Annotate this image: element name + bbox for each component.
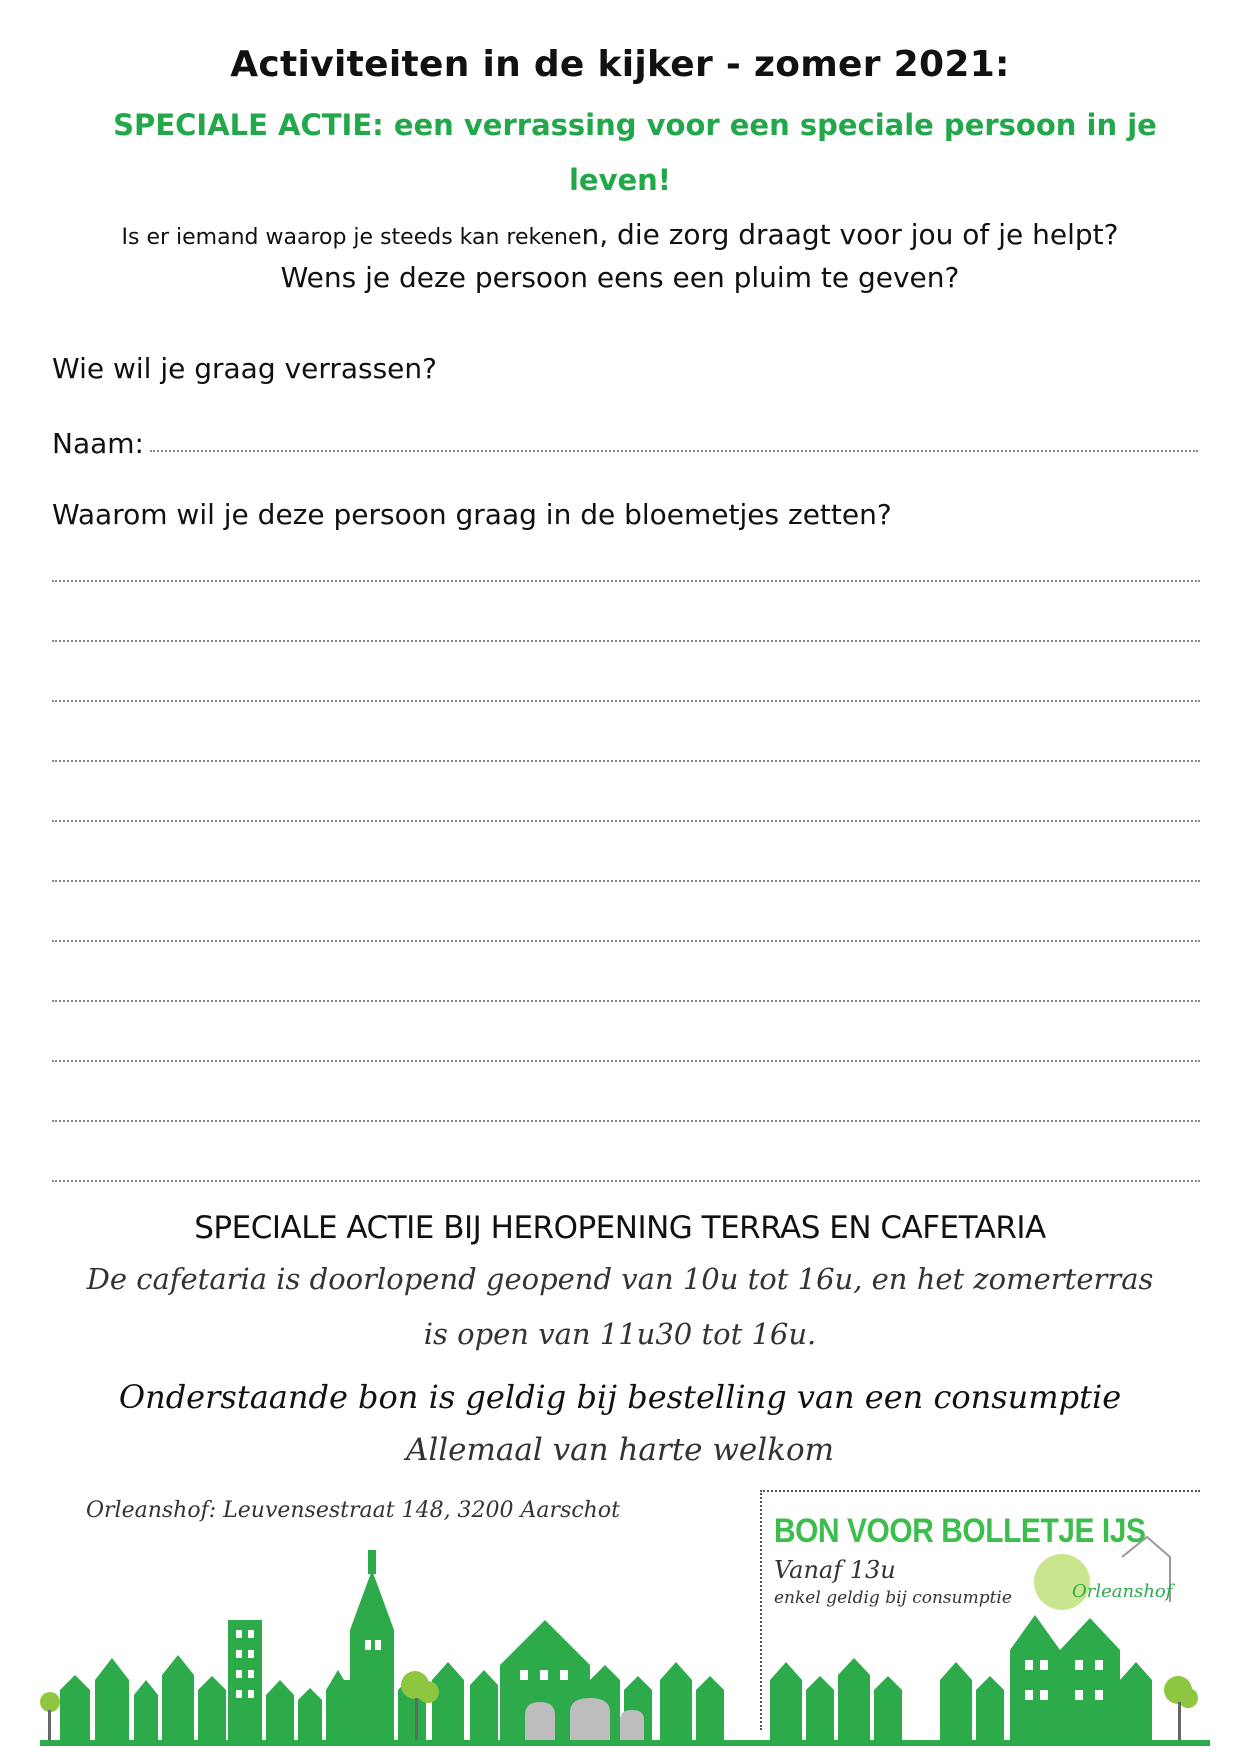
special-action-heading-cont: leven! [568,163,672,197]
special-action-heading: SPECIALE ACTIE: een verrassing voor een speciale persoon in je [113,108,1157,142]
voucher-time: Vanaf 13u [774,1556,896,1584]
answer-line[interactable] [52,760,1200,762]
question-why: Waarom wil je deze persoon graag in de bloemetjes zetten? [52,498,892,531]
answer-line[interactable] [52,640,1200,642]
page-title: Activiteiten in de kijker - zomer 2021: [230,44,1010,85]
opening-hours-line-1: De cafetaria is doorlopend geopend van 10u tot 16u, en het zomerterras [86,1262,1154,1296]
answer-line[interactable] [52,1060,1200,1062]
naam-label: Naam: [52,427,144,460]
answer-line[interactable] [52,1120,1200,1122]
ice-cream-voucher [760,1490,1200,1730]
answer-line[interactable] [52,940,1200,942]
intro-line-2: Wens je deze persoon eens een pluim te geven? [280,261,960,294]
logo-text: Orleanshof [1072,1581,1173,1602]
answer-line[interactable] [52,580,1200,582]
answer-line[interactable] [52,1180,1200,1182]
orleanshof-logo [1012,1522,1182,1622]
answer-line[interactable] [52,1000,1200,1002]
voucher-info: Onderstaande bon is geldig bij bestelling van een consumptie [118,1378,1122,1416]
naam-dotted-line[interactable] [150,450,1198,452]
opening-hours-line-2: is open van 11u30 tot 16u. [423,1317,817,1351]
voucher-title: BON VOOR BOLLETJE IJS [774,1512,1146,1550]
answer-line[interactable] [52,700,1200,702]
voucher-condition: enkel geldig bij consumptie [774,1588,1012,1608]
answer-line[interactable] [52,820,1200,822]
address: Orleanshof: Leuvensestraat 148, 3200 Aarschot [86,1498,620,1523]
promo-heading: SPECIALE ACTIE BIJ HEROPENING TERRAS EN CAFETARIA [194,1210,1046,1246]
answer-line[interactable] [52,880,1200,882]
welcome-text: Allemaal van harte welkom [405,1432,835,1468]
intro-large-text: n, die zorg draagt voor jou of je helpt? [581,218,1119,251]
question-who: Wie wil je graag verrassen? [52,352,438,385]
intro-line-1 [0,218,1240,251]
naam-field[interactable] [52,420,1198,460]
intro-small-text: Is er iemand waarop je steeds kan rekene [121,225,582,250]
